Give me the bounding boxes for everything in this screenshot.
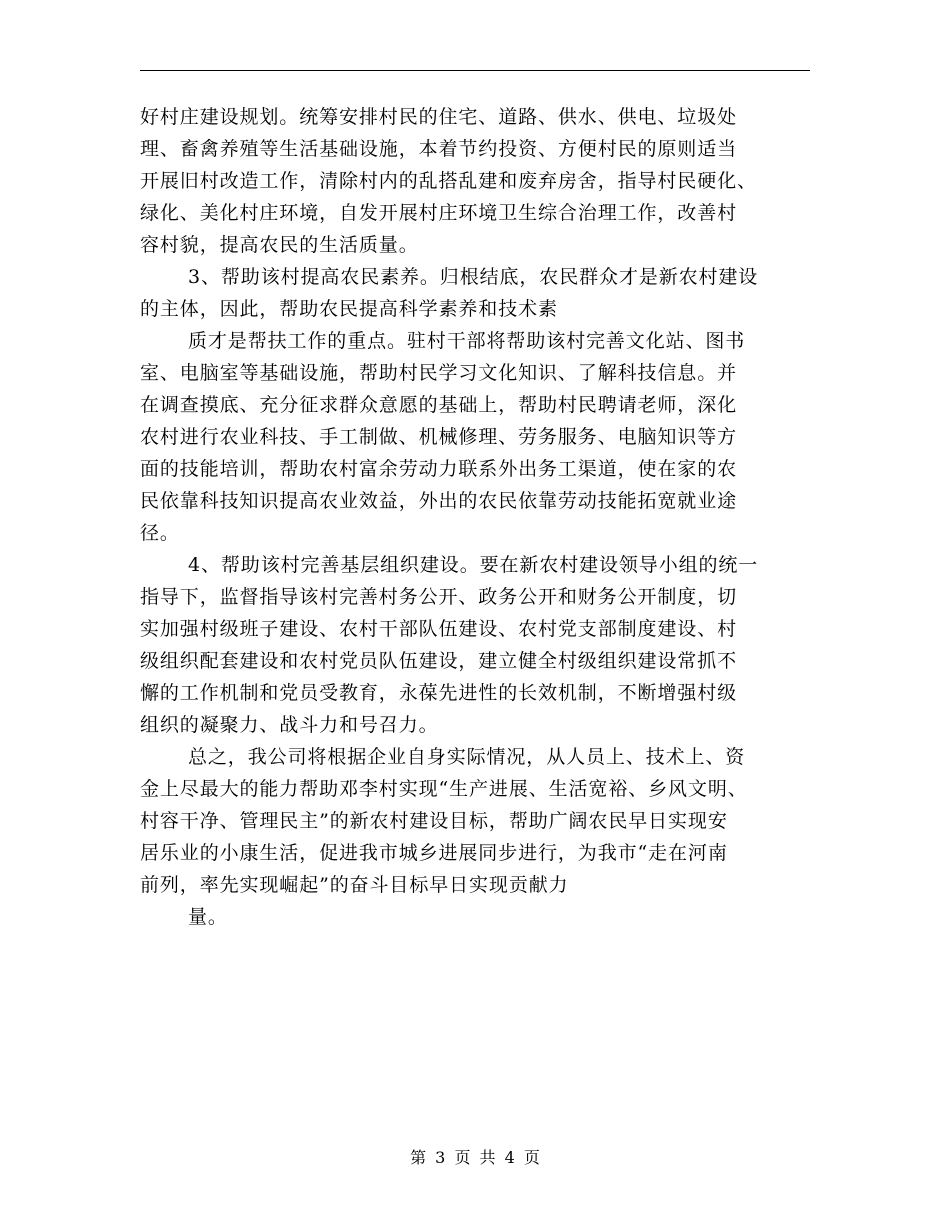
text-line: 组织的凝聚力、战斗力和号召力。: [140, 714, 439, 736]
text-line: 径。: [140, 522, 180, 544]
text-line: 级组织配套建设和农村党员队伍建设，建立健全村级组织建设常抓不: [140, 650, 738, 672]
text-line: 室、电脑室等基础设施，帮助村民学习文化知识、了解科技信息。并: [140, 362, 738, 384]
text-line: 金上尽最大的能力帮助邓李村实现“生产进展、生活宽裕、乡风文明、: [140, 778, 748, 800]
text-line: 开展旧村改造工作，清除村内的乱搭乱建和废弃房舍，指导村民硬化、: [140, 170, 757, 192]
text-line: 村容干净、管理民主”的新农村建设目标，帮助广阔农民早日实现安: [140, 810, 728, 832]
text-line: 前列，率先实现崛起”的奋斗目标早日实现贡献力: [140, 874, 569, 896]
page-number: 第 3 页 共 4 页: [410, 1148, 540, 1167]
text-line: 的主体，因此，帮助农民提高科学素养和技术素: [140, 298, 558, 320]
text-line: 面的技能培训，帮助农村富余劳动力联系外出务工渠道，使在家的农: [140, 458, 738, 480]
text-line: 在调查摸底、充分征求群众意愿的基础上，帮助村民聘请老师，深化: [140, 394, 738, 416]
text-line: 3、帮助该村提高农民素养。归根结底，农民群众才是新农村建设: [188, 266, 759, 288]
text-line: 居乐业的小康生活，促进我市城乡进展同步进行，为我市“走在河南: [140, 842, 728, 864]
text-line: 量。: [188, 906, 228, 928]
document-body: [140, 101, 810, 933]
text-line: 容村貌，提高农民的生活质量。: [140, 234, 419, 256]
text-line: 实加强村级班子建设、农村干部队伍建设、农村党支部制度建设、村: [140, 618, 738, 640]
text-line: 总之，我公司将根据企业自身实际情况，从人员上、技术上、资: [188, 746, 746, 768]
text-line: 质才是帮扶工作的重点。驻村干部将帮助该村完善文化站、图书: [188, 330, 746, 352]
text-line: 好村庄建设规划。统筹安排村民的住宅、道路、供水、供电、垃圾处: [140, 106, 738, 128]
text-line: 理、畜禽养殖等生活基础设施，本着节约投资、方便村民的原则适当: [140, 138, 738, 160]
text-line: 4、帮助该村完善基层组织建设。要在新农村建设领导小组的统一: [188, 554, 759, 576]
text-line: 农村进行农业科技、手工制做、机械修理、劳务服务、电脑知识等方: [140, 426, 738, 448]
text-line: 绿化、美化村庄环境，自发开展村庄环境卫生综合治理工作，改善村: [140, 202, 738, 224]
text-line: 民依靠科技知识提高农业效益，外出的农民依靠劳动技能拓宽就业途: [140, 490, 738, 512]
header-rule: [140, 70, 810, 71]
text-line: 指导下，监督指导该村完善村务公开、政务公开和财务公开制度，切: [140, 586, 738, 608]
text-line: 懈的工作机制和党员受教育，永葆先进性的长效机制，不断增强村级: [140, 682, 738, 704]
